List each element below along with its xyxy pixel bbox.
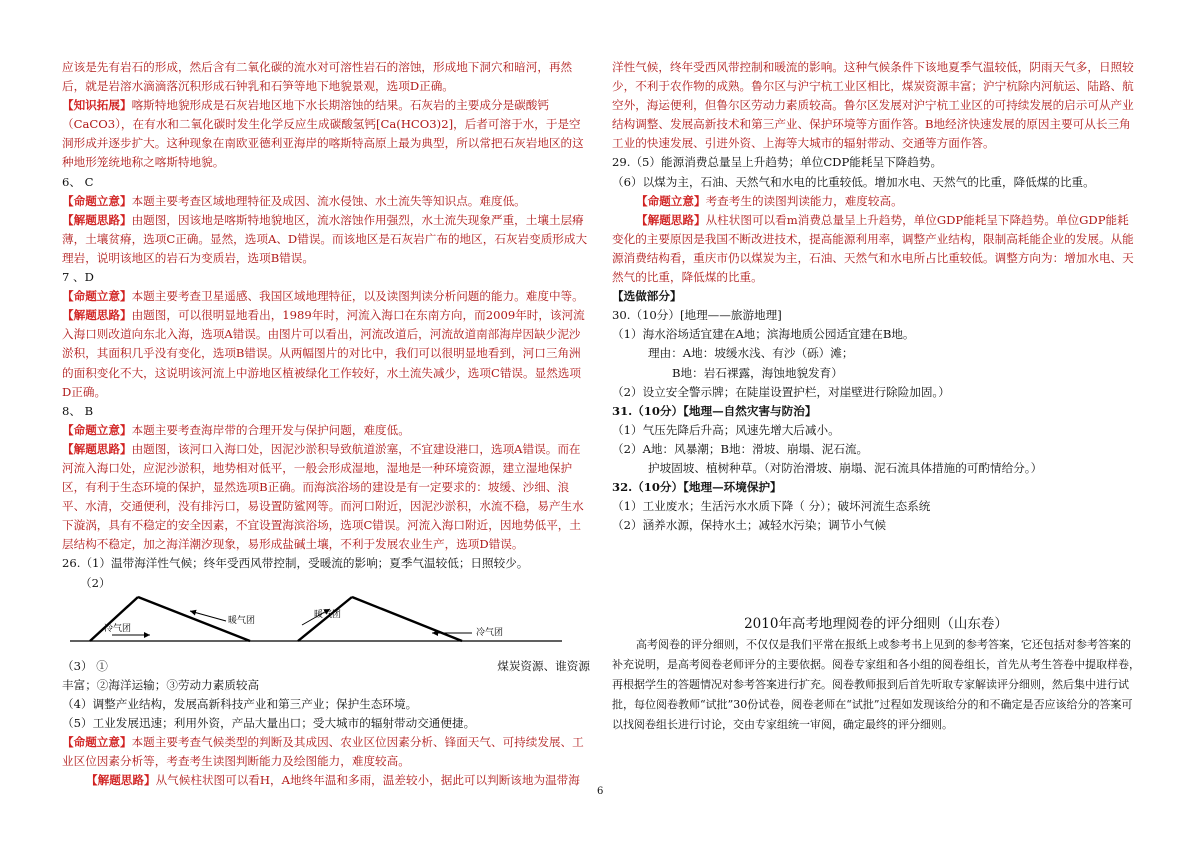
cold-label-1: 冷气团 (104, 623, 132, 634)
answer-26-2: （2） (80, 575, 111, 590)
knowledge-expansion (62, 96, 590, 172)
knowledge-text: 喀斯特地貌形成是石灰岩地区地下水长期溶蚀的结果。石灰岩的主要成分是碳酸钙（CaCO3），在有水和二氧化碳时发生化学反应生成碳酸氢钙[Ca(HCO3)2]，后者可溶于水，于是空洞形成并逐步扩大。这种现象在南欧亚德利亚海岸的喀斯特高原上最为典型，所以常把石灰岩地区的这种地形笼统地称之喀斯特地貌。 (62, 98, 584, 170)
answer-26-4: （4）调整产业结构，发展高新科技产业和第三产业；保护生态环境。 (62, 696, 418, 711)
answer-31-2: （2）A地：风暴潮；B地：滑坡、崩塌、泥石流。 (612, 441, 869, 456)
section-body: 高考阅卷的评分细则，不仅仅是我们平常在报纸上或参考书上见到的参考答案，它还包括对参考答案的补充说明，是高考阅卷老师评分的主要依据。阅卷专家组和各小组的阅卷组长，首先从考生答卷中提取样卷，再根据学生的答题情况对参考答案进行扩充。阅卷教师报到后首先听取专家解读评分细则，然后集中进行试批，每位阅卷教师“试批”30份试卷，阅卷老师在“试批”过程如发现该给分的和不确定是否应该给分的答案可以找阅卷组长进行讨论，交由专家组统一审阅，确定最终的评分细则。 (612, 638, 1140, 732)
optional-section-heading: 【选做部分】 (612, 289, 682, 304)
intent-text: 本题主要考查卫星遥感、我国区域地理特征，以及读图判读分析问题的能力。难度中等。 (131, 289, 584, 304)
right-column (612, 58, 1140, 735)
idea-text: 从柱状图可以看m消费总量呈上升趋势，单位GDP能耗呈下降趋势。单位GDP能耗变化的主要原因是我国不断改进技术，提高能源利用率，调整产业结构，限制高耗能企业的发展。从能源消费结构看，重庆市仍以煤炭为主，石油、天然气和水电所占比重较低。调整方向为：增加水电、天然气的比重，降低煤的比重。 (612, 212, 1134, 285)
q8-intent (62, 421, 590, 440)
idea-label: 【解题思路】 (62, 441, 132, 456)
front-line-4 (352, 597, 462, 641)
intent-text: 本题主要考查区域地理特征及成因、流水侵蚀、水土流失等知识点。难度低。 (131, 193, 526, 208)
answer-31-3: 护坡固坡、植树种草。（对防治滑坡、崩塌、泥石流具体措施的可酌情给分。） (648, 460, 1043, 475)
front-diagram-svg (62, 595, 590, 659)
answer-8: 8、 B (62, 403, 94, 418)
section-title: 2010年高考地理阅卷的评分细则（山东卷） (744, 616, 1008, 633)
q7-intent (62, 287, 590, 306)
answer-29-5: 29.（5）能源消费总量呈上升趋势；单位CDP能耗呈下降趋势。 (612, 155, 943, 170)
question-31-heading: 31.（10分）【地理—自然灾害与防治】 (612, 403, 817, 418)
answer-6: 6、 C (62, 174, 94, 189)
answer-7: 7 、D (62, 270, 94, 285)
answer-5-continuation: 应该是先有岩石的形成，然后含有二氧化碳的流水对可溶性岩石的溶蚀，形成地下洞穴和暗河，再然后，就是岩溶水滴滴落沉积形成石钟乳和石笋等地下地貌景观，选项D正确。 (62, 60, 573, 94)
answer-30-1: （1）海水浴场适宜建在A地；滨海地质公园适宜建在B地。 (612, 327, 915, 342)
idea-label: 【解题思路】 (86, 773, 156, 788)
answer-26-3-line (62, 657, 590, 676)
q8-idea (62, 440, 590, 555)
warm-label-2: 暖气团 (314, 609, 342, 620)
idea-text: 从气候柱状图可以看H，A地终年温和多雨，温差较小，据此可以判断该地为温带海 (155, 773, 580, 788)
q7-idea (62, 306, 590, 401)
answer-30-2: （2）设立安全警示牌；在陡崖设置护栏，对崖壁进行除险加固。） (612, 384, 950, 399)
intent-label: 【命题立意】 (636, 193, 706, 208)
q6-idea (62, 211, 590, 268)
answer-26-1: 26.（1）温带海洋性气候；终年受西风带控制，受暖流的影响；夏季气温较低；日照较少。 (62, 556, 529, 571)
front-diagram (62, 595, 590, 659)
idea-text: 由题图，可以很明显地看出，1989年时，河流入海口在东南方向，而2009年时，该河流入海口则改道向东北入海，选项A错误。由图片可以看出，河流改道后，河流故道南部海岸因缺少泥沙淤积，其面积几乎没有变化，选项B错误。从两幅图片的对比中，我们可以很明显地看到，河口三角洲的面积变化不大，这说明该河流上中游地区植被绿化工作较好，水土流失减少，选项C错误。显然选项D正确。 (62, 308, 585, 399)
intent-text: 本题主要考查海岸带的合理开发与保护问题，难度低。 (131, 422, 410, 437)
idea-label: 【解题思路】 (62, 308, 132, 323)
answer-26-3-resource: 煤炭资源、谁资源 (497, 658, 590, 673)
question-32-heading: 32.（10分）【地理—环境保护】 (612, 480, 782, 495)
answer-26-3-cont: 丰富；②海洋运输；③劳动力素质较高 (62, 677, 260, 692)
page-number: 6 (597, 786, 604, 797)
intent-label: 【命题立意】 (62, 289, 132, 304)
answer-31-1: （1）气压先降后升高；风速先增大后减小。 (612, 422, 840, 437)
answer-32-2: （2）涵养水源，保持水土；减轻水污染；调节小气候 (612, 518, 887, 533)
answer-29-6: （6）以煤为主，石油、天然气和水电的比重较低。增加水电、天然气的比重，降低煤的比重。 (612, 174, 1095, 189)
question-30-heading: 30.（10分）[地理——旅游地理] (612, 308, 782, 323)
front-line-1 (90, 597, 138, 641)
intent-label: 【命题立意】 (62, 735, 132, 749)
q29-intent (612, 192, 1140, 211)
idea-text: 由题图，该河口入海口处，因泥沙淤积导致航道淤塞，不宜建设港口，选项A错误。而在河流入海口处，应泥沙淤积，地势相对低平，一般会形成湿地，湿地是一种环境资源，建立湿地保护区，有利于生态环境的保护，显然选项B正确。而海滨浴场的建设是有一定要求的：坡缓、沙细、浪平、水清，交通便利，没有排污口，易设置防鲨网等。而河口附近，因泥沙淤积，水流不稳，易产生水下漩涡，具有不稳定的安全因素，不宜设置海滨浴场，选项C错误。河流入海口附近，因地势低平，土层结构不稳定，加之海洋潮汐现象，易形成盐碱土壤，不利于发展农业生产，选项D错误。 (62, 441, 584, 552)
cold-label-2: 冷气团 (476, 627, 504, 638)
answer-30-reason-a: 理由：A地：坡缓水浅、有沙（砾）滩； (648, 346, 854, 361)
intent-label: 【命题立意】 (62, 422, 132, 437)
q26-idea-continuation: 洋性气候，终年受西风带控制和暖流的影响。这种气候条件下该地夏季气温较低，阴雨天气多，日照较少，不利于农作物的成熟。鲁尔区与沪宁杭工业区相比，煤炭资源丰富；沪宁杭除内河航运、陆路、航空外，海运便利，但鲁尔区劳动力素质较高。鲁尔区发展对沪宁杭工业区的可持续发展的启示可从产业结构调整、发展高新技术和第三产业、保护环境等方面作答。B地经济快速发展的原因主要可从长三角工业的快速发展、引进外资、上海等大城市的辐射带动、交通等方面作答。 (612, 60, 1134, 151)
answer-32-1: （1）工业废水；生活污水水质下降（ 分）；破坏河流生态系统 (612, 499, 931, 514)
answer-26-3-start: （3） ① (62, 658, 108, 673)
q26-intent (62, 733, 590, 771)
knowledge-label: 【知识拓展】 (62, 98, 132, 113)
idea-label: 【解题思路】 (62, 212, 132, 227)
intent-text: 本题主要考查气候类型的判断及其成因、农业区位因素分析、锋面天气、可持续发展、工业区位因素分析等，考查考生读图判断能力及绘图能力，难度较高。 (62, 735, 584, 769)
q6-intent (62, 192, 590, 211)
answer-30-reason-b: B地：岩石裸露，海蚀地貌发育） (672, 365, 843, 380)
answer-26-5: （5）工业发展迅速；利用外资，产品大量出口；受大城市的辐射带动交通便捷。 (62, 715, 476, 730)
idea-label: 【解题思路】 (636, 212, 706, 227)
intent-label: 【命题立意】 (62, 193, 132, 208)
idea-text: 由题图，因该地是喀斯特地貌地区，流水溶蚀作用强烈，水土流失现象严重，土壤土层瘠薄，土壤贫瘠，选项C正确。显然，选项A、D错误。而该地区是石灰岩广布的地区，石灰岩变质形成大理岩，说明该地区的岩石为变质岩，选项B错误。 (62, 212, 588, 265)
q29-idea (612, 211, 1140, 287)
left-column (62, 58, 590, 790)
intent-text: 考查考生的读图判读能力，难度较高。 (705, 193, 903, 208)
warm-label-1: 暖气团 (228, 615, 256, 626)
q26-idea (62, 771, 590, 790)
